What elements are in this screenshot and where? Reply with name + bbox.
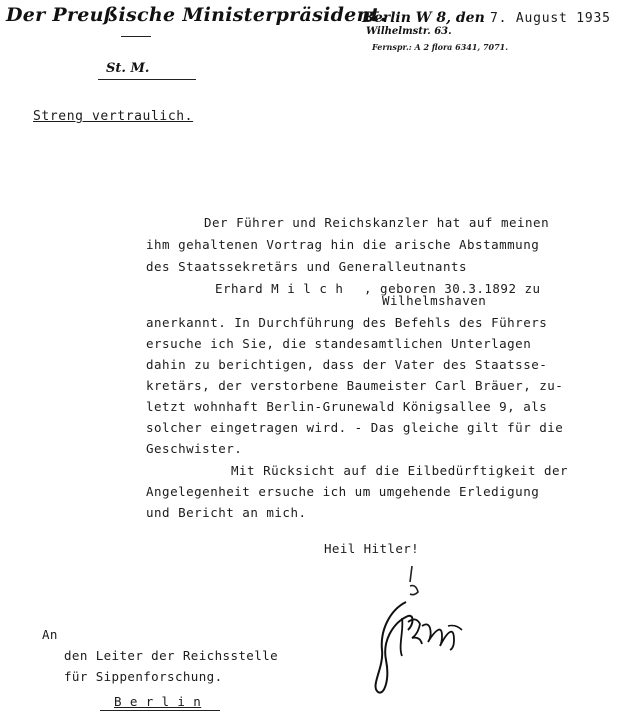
body-line-3: des Staatssekretärs und Generalleutnants — [146, 259, 468, 274]
reference-underline — [98, 79, 196, 80]
addressee-line-2: für Sippenforschung. — [64, 669, 223, 684]
letter-date: 7. August 1935 — [490, 11, 611, 26]
addressee-city: B e r l i n — [114, 694, 202, 709]
classification-label: Streng vertraulich. — [33, 109, 194, 124]
body-line-12: Angelegenheit ersuche ich um umgehende Erledigung — [146, 484, 540, 499]
body-line-8: letzt wohnhaft Berlin-Grunewald Königsallee 9, als — [146, 399, 548, 414]
letterhead-phone: Fernspr.: A 2 flora 6341, 7071. — [372, 42, 509, 52]
body-line-7: kretärs, der verstorbene Baumeister Carl Bräuer, zu- — [146, 378, 564, 393]
body-line-11: Mit Rücksicht auf die Eilbedürftigkeit der — [231, 463, 569, 478]
body-line-5: ersuche ich Sie, die standesamtlichen Unterlagen — [146, 336, 532, 351]
body-line-2: ihm gehaltenen Vortrag hin die arische Abstammung — [146, 237, 540, 252]
birth-place: Wilhelmshaven — [382, 293, 487, 308]
letterhead-divider — [121, 36, 151, 37]
body-line-13: und Bericht an mich. — [146, 505, 307, 520]
closing-greeting: Heil Hitler! — [324, 541, 420, 556]
body-line-4: anerkannt. In Durchführung des Befehls des Führers — [146, 315, 548, 330]
addressee-prefix: An — [42, 627, 58, 642]
person-name: Erhard M i l c h — [215, 281, 344, 296]
body-line-1: Der Führer und Reichskanzler hat auf meinen — [204, 215, 550, 230]
body-line-6: dahin zu berichtigen, dass der Vater des Staatsse- — [146, 357, 548, 372]
letterhead-place: Berlin W 8, den — [362, 10, 485, 26]
reference-mark: St. M. — [106, 61, 150, 76]
signature-graphic — [350, 560, 470, 700]
letterhead-office: Der Preußische Ministerpräsident. — [6, 4, 387, 26]
birth-info: , geboren 30.3.1892 zu — [364, 281, 541, 296]
addressee-city-underline — [100, 710, 220, 711]
body-line-9: solcher eingetragen wird. - Das gleiche gilt für die — [146, 420, 564, 435]
addressee-line-1: den Leiter der Reichsstelle — [64, 648, 278, 663]
letterhead-street: Wilhelmstr. 63. — [366, 26, 452, 37]
body-line-10: Geschwister. — [146, 441, 243, 456]
